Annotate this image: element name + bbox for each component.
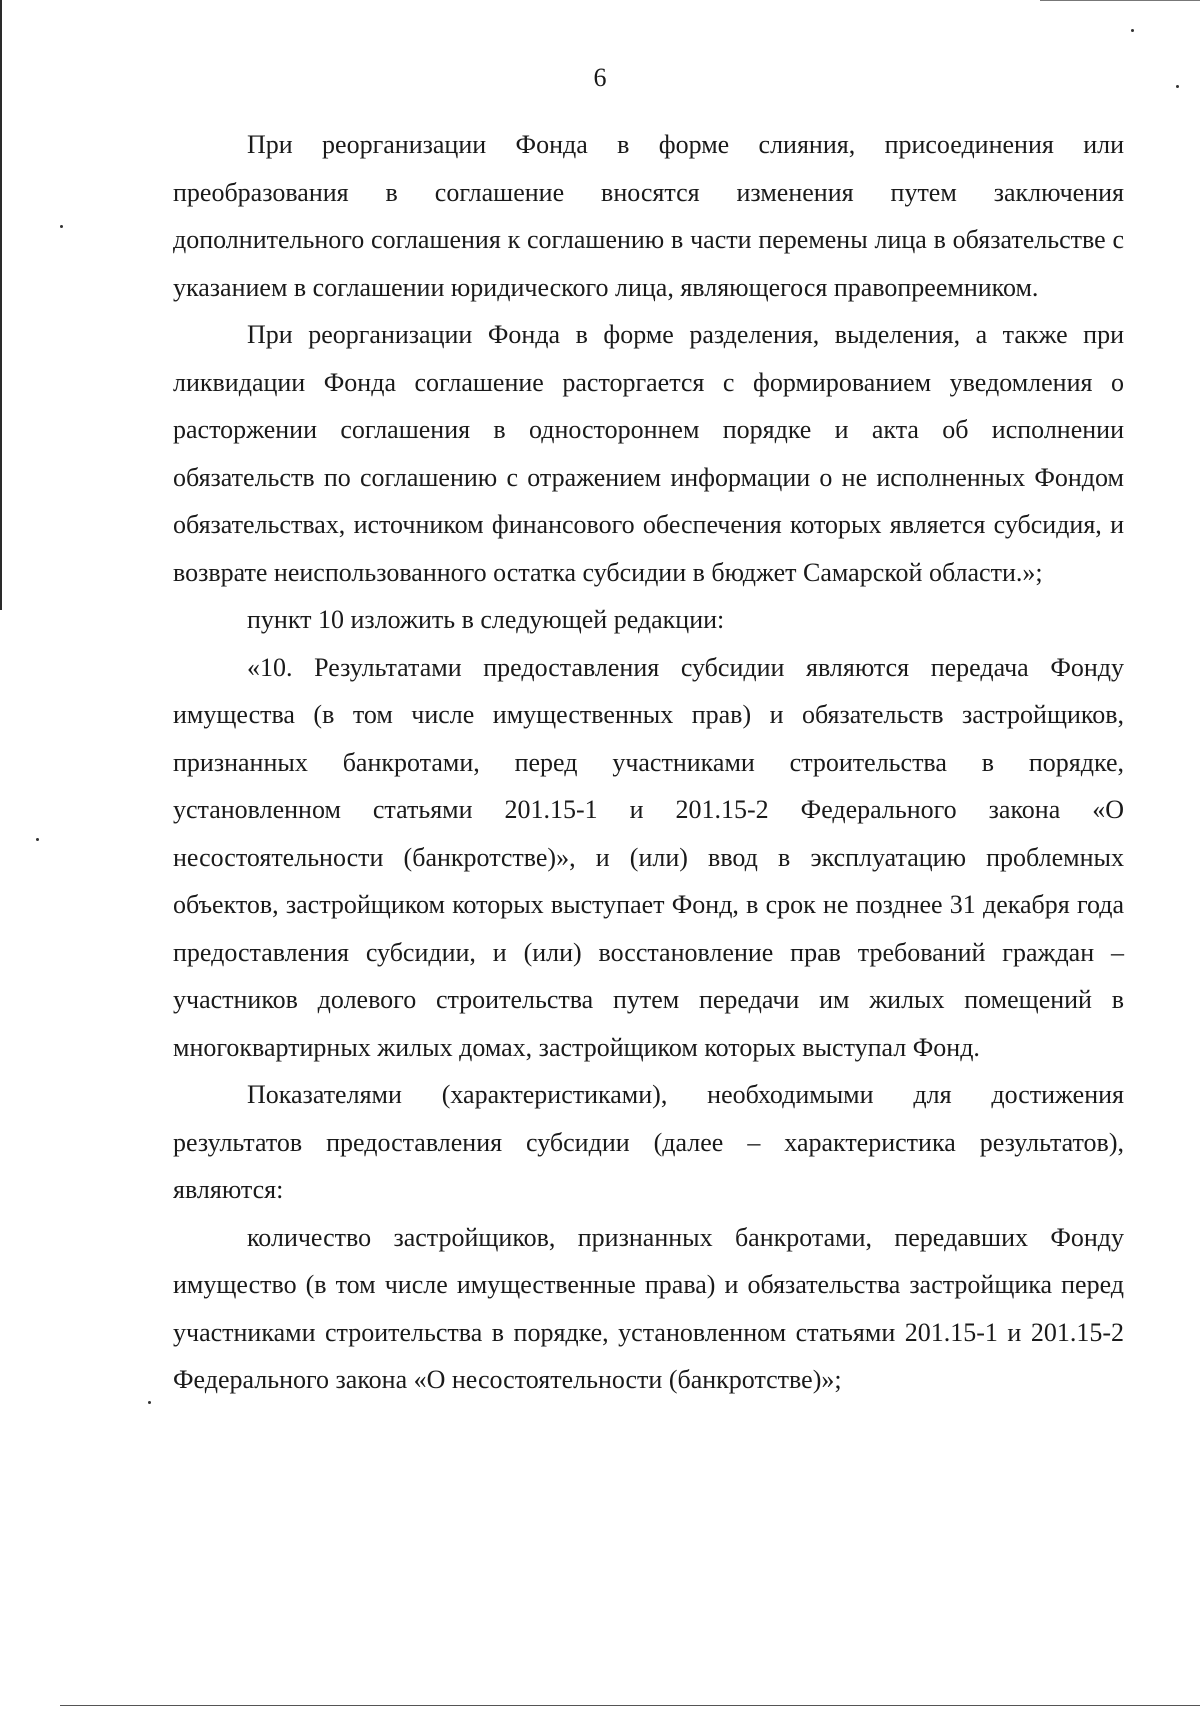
scan-speck bbox=[148, 1401, 151, 1404]
paragraph-item-10-intro: пункт 10 изложить в следующей редакции: bbox=[247, 605, 725, 634]
paragraph-indicators: Показателями (характеристиками), необходимыми для достижения результатов предоставления субсидии (далее – характеристика результатов), являются: bbox=[173, 1080, 1124, 1204]
scan-speck bbox=[60, 225, 63, 228]
paragraph-developers-count: количество застройщиков, признанных банкротами, передавших Фонду имущество (в том числе имущественные права) и обязательства застройщика перед участниками строительства в порядке, установленном статьями 201.15-1 и 201.15-2 Федерального закона «О несостоятельности (банкротстве)»; bbox=[173, 1222, 1124, 1394]
scan-edge-bottom bbox=[60, 1705, 1200, 1706]
paragraph-reorganization-merger: При реорганизации Фонда в форме слияния, присоединения или преобразования в соглашение вносятся изменения путем заключения дополнительного соглашения к соглашению в части перемены лица в обязательстве с указанием в соглашении юридического лица, являющегося правопреемником. bbox=[173, 130, 1124, 302]
scan-edge-top bbox=[1040, 0, 1200, 1]
paragraph-reorganization-division: При реорганизации Фонда в форме разделения, выделения, а также при ликвидации Фонда соглашение расторгается с формированием уведомления о расторжении соглашения в одностороннем порядке и акта об исполнении обязательств по соглашению с отражением информации о не исполненных Фондом обязательствах, источником финансового обеспечения которых является субсидия, и возврате неиспользованного остатка субсидии в бюджет Самарской области.»; bbox=[173, 320, 1124, 587]
page-number: 6 bbox=[593, 63, 607, 92]
paragraph-item-10-results: «10. Результатами предоставления субсидии являются передача Фонду имущества (в том числе имущественных прав) и обязательств застройщиков, признанных банкротами, перед участниками строительства в порядке, установленном статьями 201.15-1 и 201.15-2 Федерального закона «О несостоятельности (банкротстве)», и (или) ввод в эксплуатацию проблемных объектов, застройщиком которых выступает Фонд, в срок не позднее 31 декабря года предоставления субсидии, и (или) восстановление прав требований граждан – участников долевого строительства путем передачи им жилых помещений в многоквартирных жилых домах, застройщиком которых выступал Фонд. bbox=[173, 652, 1124, 1062]
scan-speck bbox=[1131, 29, 1134, 32]
scan-speck bbox=[36, 838, 39, 841]
document-body bbox=[173, 121, 1124, 1404]
